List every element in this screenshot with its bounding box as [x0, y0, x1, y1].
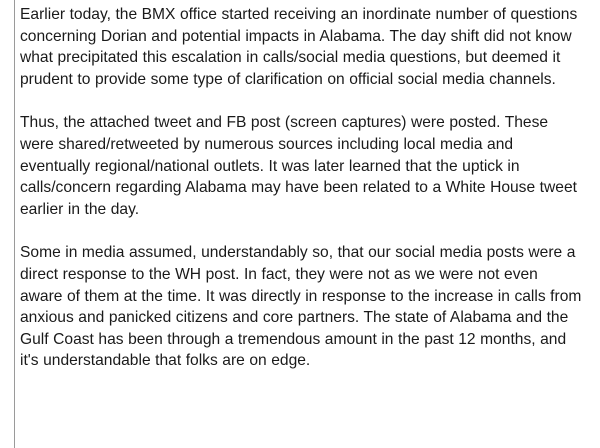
paragraph-3: Some in media assumed, understandably so, that our social media posts were a direct response to the WH post. In fact, they were not as we were not even aware of them at the time. It was directly in response to the increase in calls from anxious and panicked citizens and core partners. The state of Alabama and the Gulf Coast has been through a tremendous amount in the past 12 months, and it's understandable that folks are on edge.	[20, 244, 582, 370]
left-margin-rule	[14, 0, 15, 448]
paragraph-1: Earlier today, the BMX office started receiving an inordinate number of questions concerning Dorian and potential impacts in Alabama. The day shift did not know what precipitated this escalation in calls/social media questions, but deemed it prudent to provide some type of clarification on official social media channels.	[20, 6, 578, 88]
paragraph-2: Thus, the attached tweet and FB post (screen captures) were posted. These were shared/retweeted by numerous sources including local media and eventually regional/national outlets. It was later learned that the uptick in calls/concern regarding Alabama may have been related to a White House tweet earlier in the day.	[20, 114, 577, 218]
